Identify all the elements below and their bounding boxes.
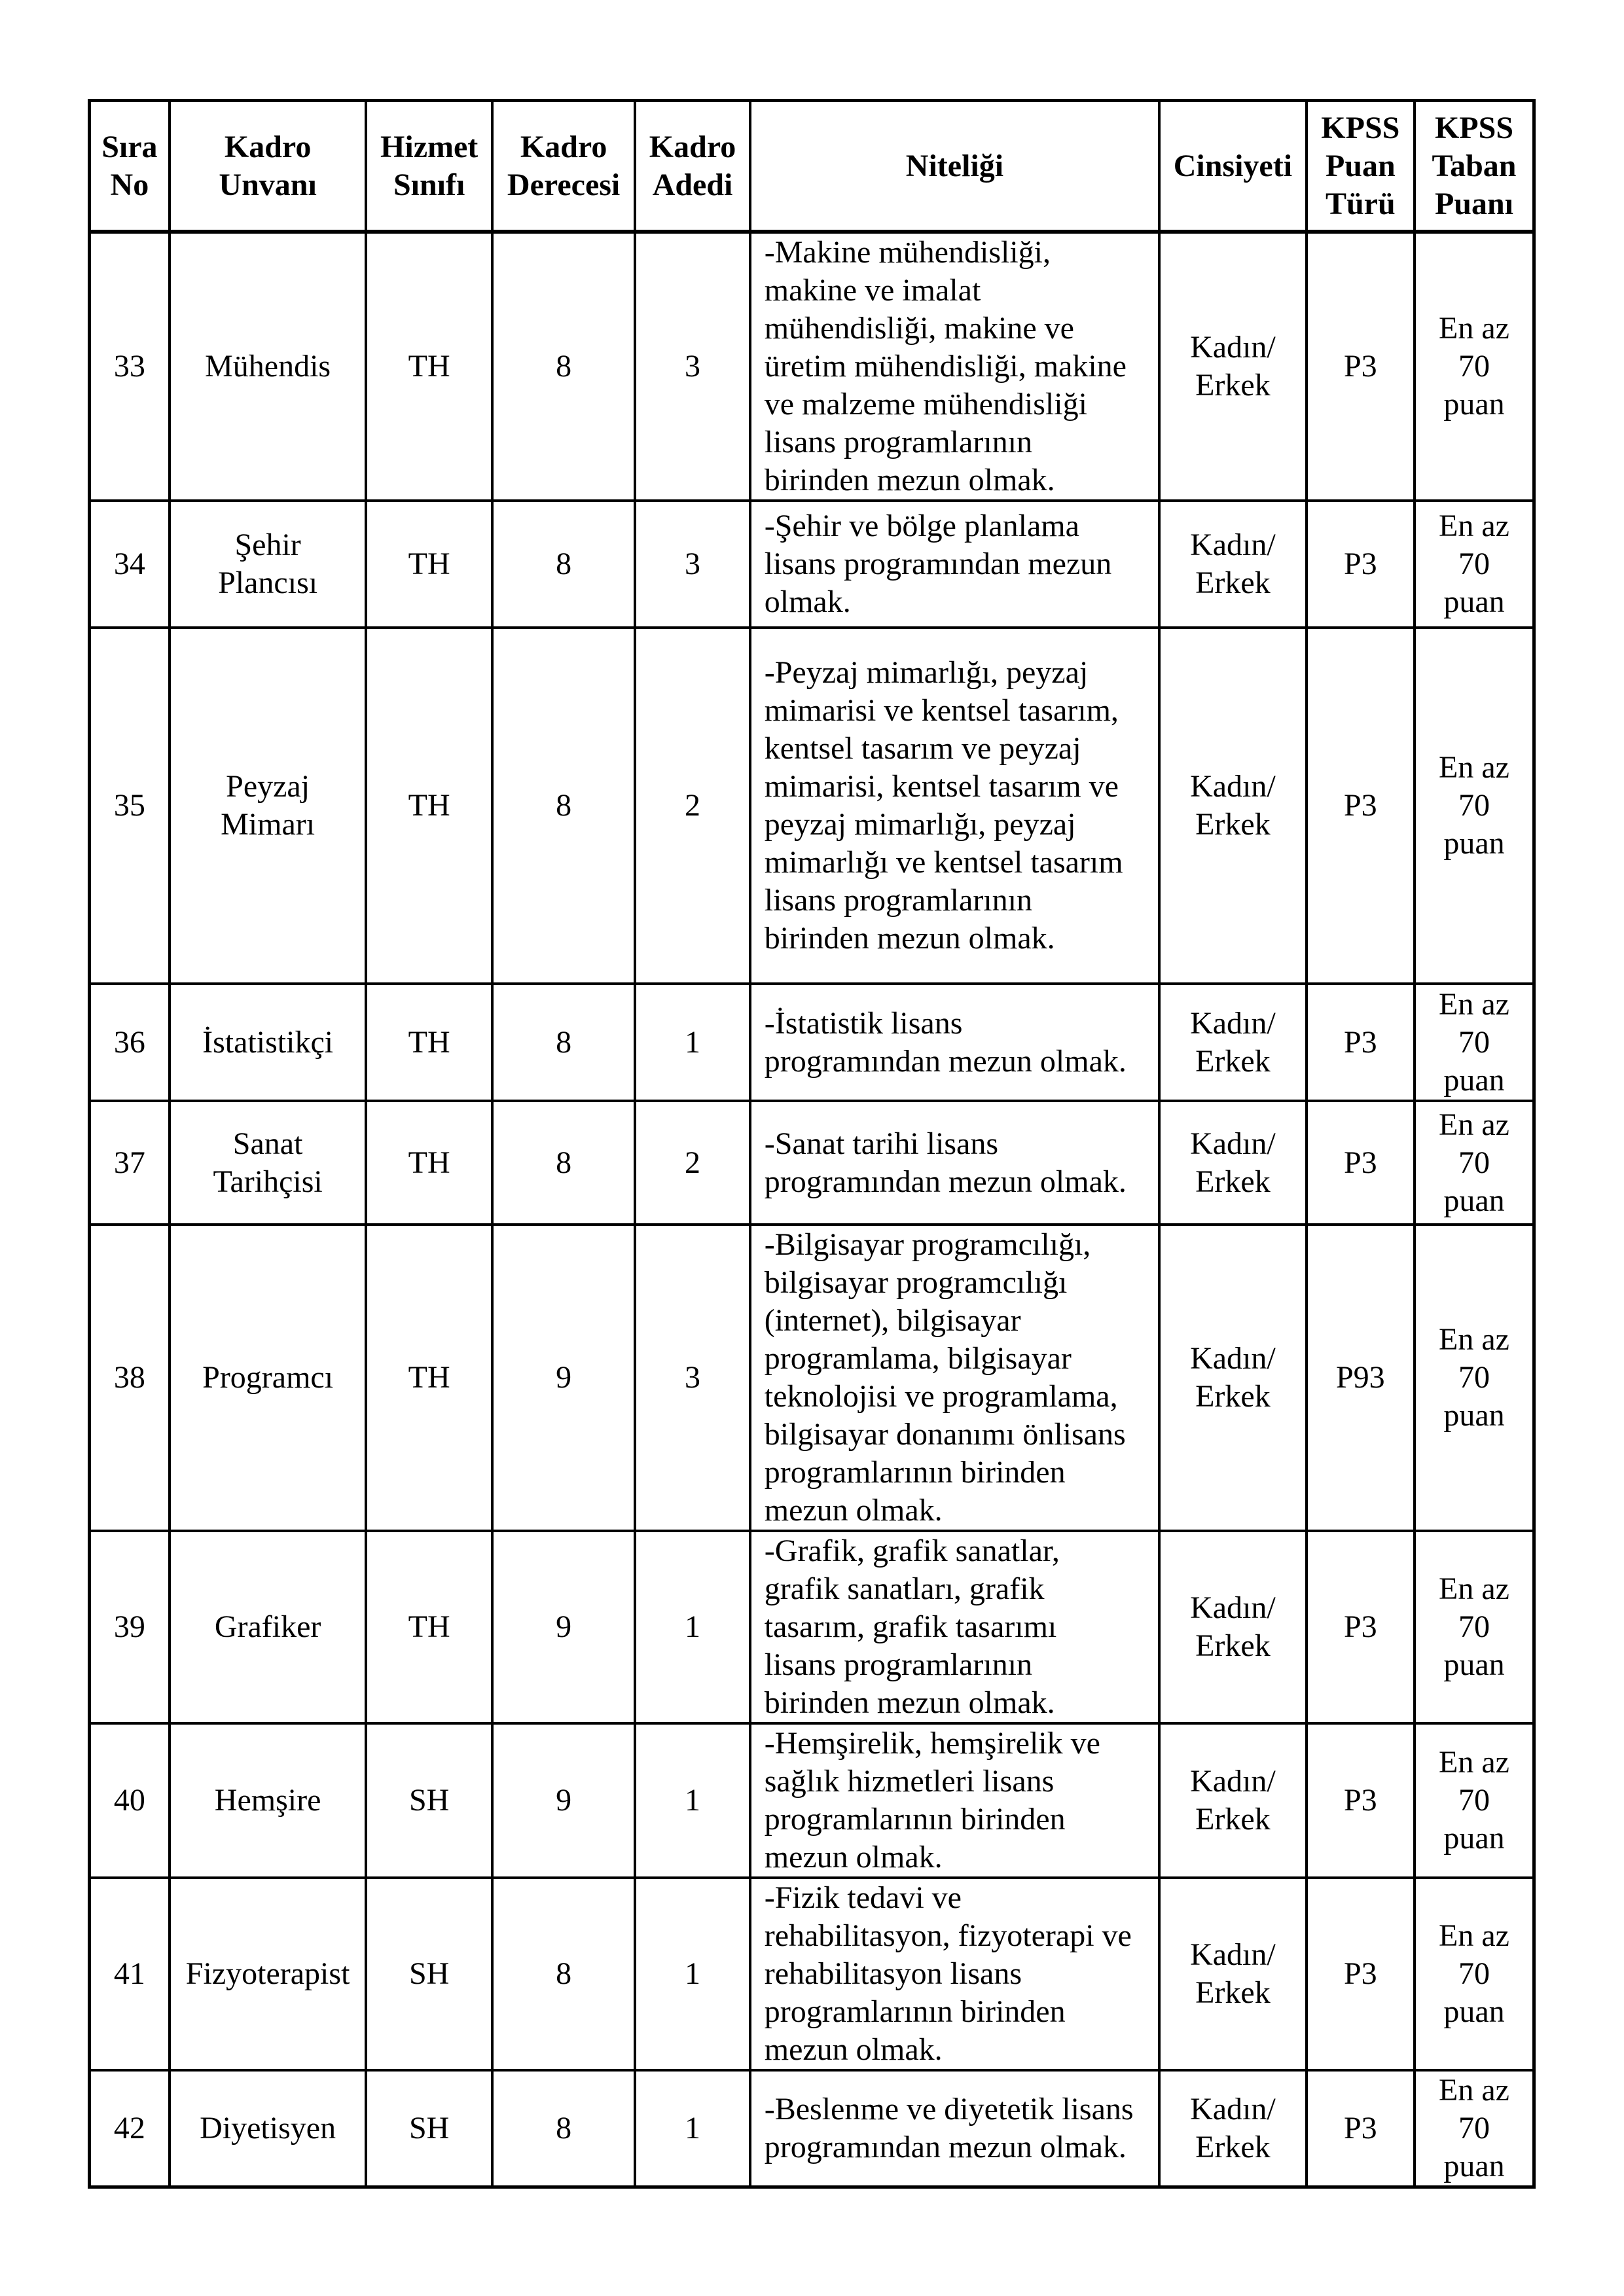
cell-text-line: Tarihçisi [213, 1164, 323, 1199]
cell-text-line: programından mezun olmak. [764, 1043, 1127, 1079]
cell-text-line: programlarının birinden [764, 1802, 1066, 1837]
cell-text-line: 70 [1458, 1145, 1490, 1180]
cell-text-line: puan [1443, 826, 1505, 861]
table-header [90, 101, 1534, 232]
cell-text-line: birinden mezun olmak. [764, 921, 1055, 956]
table-row [90, 1225, 1534, 1531]
cell-text-line: Grafiker [214, 1609, 321, 1644]
cell-kpss-taban-puani [1415, 628, 1534, 984]
cell-text-line: Erkek [1195, 565, 1271, 600]
cell-kpss-taban-puani [1415, 232, 1534, 501]
cell-text-line: puan [1443, 387, 1505, 422]
cell-kadro-adedi: 2 [635, 1101, 749, 1225]
cell-kadro-adedi: 3 [635, 232, 749, 501]
cell-text-line: -Sanat tarihi lisans [764, 1126, 998, 1161]
cell-text-line: -Bilgisayar programcılığı, [764, 1227, 1091, 1262]
cell-niteligi [750, 1531, 1159, 1723]
cell-cinsiyeti [1159, 1101, 1307, 1225]
column-header-hizmet-sinifi [366, 101, 492, 232]
cell-kpss-puan-turu: P3 [1307, 628, 1415, 984]
cell-cinsiyeti [1159, 2070, 1307, 2187]
cell-text-line: -Hemşirelik, hemşirelik ve [764, 1726, 1100, 1761]
table-row [90, 1531, 1534, 1723]
cell-niteligi [750, 501, 1159, 628]
cell-text-line: üretim mühendisliği, makine [764, 349, 1127, 384]
cell-niteligi [750, 984, 1159, 1101]
cell-hizmet-sinifi: TH [366, 501, 492, 628]
cell-hizmet-sinifi: SH [366, 2070, 492, 2187]
cell-text-line: Fizyoterapist [185, 1956, 350, 1991]
cell-kpss-taban-puani [1415, 1723, 1534, 1878]
cell-text-line: Şehir [234, 528, 301, 562]
table-body [90, 232, 1534, 2187]
cell-sira-no: 37 [90, 1101, 170, 1225]
cell-sira-no: 33 [90, 232, 170, 501]
cell-hizmet-sinifi: SH [366, 1723, 492, 1878]
cell-text-line: 70 [1458, 788, 1490, 823]
cell-text-line: En az [1439, 1571, 1509, 1606]
cell-text-line: bilgisayar donanımı önlisans [764, 1417, 1126, 1452]
cell-kpss-puan-turu: P3 [1307, 501, 1415, 628]
cell-kadro-adedi: 1 [635, 984, 749, 1101]
cell-hizmet-sinifi: TH [366, 984, 492, 1101]
cell-niteligi [750, 1723, 1159, 1878]
cell-text-line: programlarının birinden [764, 1455, 1066, 1490]
cell-text-line: İstatistikçi [202, 1024, 334, 1060]
cell-text-line: birinden mezun olmak. [764, 1685, 1055, 1720]
cell-text-line: puan [1443, 1398, 1505, 1433]
cell-text-line: bilgisayar programcılığı [764, 1265, 1068, 1300]
cell-text-line: puan [1443, 1821, 1505, 1856]
cell-text-line: Mimarı [221, 807, 316, 842]
cell-niteligi [750, 232, 1159, 501]
cell-text-line: puan [1443, 1647, 1505, 1682]
cell-text-line: puan [1443, 1062, 1505, 1098]
cell-text-line: lisans programından mezun [764, 547, 1112, 581]
cell-kpss-puan-turu: P3 [1307, 984, 1415, 1101]
cell-kadro-derecesi: 8 [492, 628, 635, 984]
cell-text-line: Kadın/ [1190, 1764, 1276, 1799]
column-header-line: Sıra [101, 129, 158, 164]
cell-text-line: -Beslenme ve diyetetik lisans [764, 2092, 1134, 2126]
cell-hizmet-sinifi: TH [366, 1225, 492, 1531]
column-header-line: KPSS [1321, 110, 1400, 145]
cell-kpss-puan-turu: P93 [1307, 1225, 1415, 1531]
cell-kadro-derecesi: 9 [492, 1531, 635, 1723]
cell-text-line: mezun olmak. [764, 1840, 943, 1874]
column-header-cinsiyeti [1159, 101, 1307, 232]
cell-niteligi [750, 1878, 1159, 2070]
cell-kpss-taban-puani [1415, 2070, 1534, 2187]
cell-text-line: kentsel tasarım ve peyzaj [764, 731, 1081, 766]
column-header-line: Niteliği [905, 148, 1004, 183]
cell-text-line: peyzaj mimarlığı, peyzaj [764, 807, 1076, 842]
column-header-kadro-adedi [635, 101, 749, 232]
column-header-line: KPSS [1434, 110, 1514, 145]
cell-text-line: Kadın/ [1190, 769, 1276, 804]
cell-text-line: Peyzaj [226, 769, 310, 804]
cell-text-line: En az [1439, 1322, 1509, 1357]
cell-text-line: Plancısı [218, 565, 318, 600]
cell-sira-no: 36 [90, 984, 170, 1101]
cell-text-line: Sanat [232, 1126, 303, 1161]
header-row [90, 101, 1534, 232]
cell-text-line: 70 [1458, 547, 1490, 581]
cell-text-line: En az [1439, 986, 1509, 1022]
cell-text-line: Mühendis [205, 349, 331, 384]
column-header-kadro-derecesi [492, 101, 635, 232]
cell-text-line: grafik sanatları, grafik [764, 1571, 1045, 1606]
cell-cinsiyeti [1159, 1723, 1307, 1878]
cell-hizmet-sinifi: TH [366, 232, 492, 501]
cell-kadro-derecesi: 9 [492, 1225, 635, 1531]
cell-kpss-puan-turu: P3 [1307, 232, 1415, 501]
cell-kpss-taban-puani [1415, 1878, 1534, 2070]
cell-hizmet-sinifi: SH [366, 1878, 492, 2070]
cell-niteligi [750, 1225, 1159, 1531]
cell-kadro-unvani [170, 501, 367, 628]
cell-kpss-taban-puani [1415, 1531, 1534, 1723]
position-table [88, 99, 1536, 2189]
cell-text-line: Kadın/ [1190, 1341, 1276, 1376]
cell-text-line: makine ve imalat [764, 273, 981, 308]
cell-text-line: -Şehir ve bölge planlama [764, 509, 1079, 543]
cell-text-line: 70 [1458, 349, 1490, 384]
table-row [90, 1101, 1534, 1225]
cell-kpss-taban-puani [1415, 1101, 1534, 1225]
cell-text-line: teknolojisi ve programlama, [764, 1379, 1118, 1414]
cell-text-line: lisans programlarının [764, 883, 1032, 918]
cell-cinsiyeti [1159, 1531, 1307, 1723]
cell-text-line: Kadın/ [1190, 1005, 1276, 1041]
cell-niteligi [750, 1101, 1159, 1225]
cell-text-line: En az [1439, 750, 1509, 785]
column-header-line: Türü [1325, 186, 1396, 221]
cell-text-line: programlama, bilgisayar [764, 1341, 1072, 1376]
cell-kpss-puan-turu: P3 [1307, 1531, 1415, 1723]
cell-kadro-unvani [170, 984, 367, 1101]
cell-sira-no: 34 [90, 501, 170, 628]
cell-kadro-derecesi: 8 [492, 232, 635, 501]
column-header-line: Kadro [224, 129, 312, 164]
column-header-line: Derecesi [507, 167, 621, 202]
cell-text-line: Erkek [1195, 368, 1271, 403]
cell-niteligi [750, 628, 1159, 984]
cell-text-line: Kadın/ [1190, 1126, 1276, 1161]
cell-niteligi [750, 2070, 1159, 2187]
cell-text-line: sağlık hizmetleri lisans [764, 1764, 1055, 1799]
cell-kpss-puan-turu: P3 [1307, 1101, 1415, 1225]
column-header-line: Taban [1432, 148, 1517, 183]
column-header-kpss-puan-turu [1307, 101, 1415, 232]
cell-kadro-unvani [170, 1531, 367, 1723]
cell-text-line: 70 [1458, 1360, 1490, 1395]
table-row [90, 232, 1534, 501]
cell-text-line: birinden mezun olmak. [764, 463, 1055, 497]
cell-kadro-unvani [170, 628, 367, 984]
cell-text-line: En az [1439, 1745, 1509, 1780]
cell-text-line: mimarisi, kentsel tasarım ve [764, 769, 1119, 804]
table-row [90, 1723, 1534, 1878]
cell-text-line: lisans programlarının [764, 425, 1032, 459]
cell-kadro-unvani [170, 1723, 367, 1878]
cell-text-line: Erkek [1195, 1379, 1271, 1414]
cell-text-line: Kadın/ [1190, 330, 1276, 365]
cell-text-line: mezun olmak. [764, 2032, 943, 2067]
cell-text-line: mühendisliği, makine ve [764, 311, 1074, 346]
cell-text-line: -Makine mühendisliği, [764, 235, 1051, 270]
cell-cinsiyeti [1159, 984, 1307, 1101]
cell-text-line: 70 [1458, 1956, 1490, 1991]
cell-text-line: ve malzeme mühendisliği [764, 387, 1087, 422]
cell-cinsiyeti [1159, 1878, 1307, 2070]
cell-kadro-adedi: 1 [635, 1723, 749, 1878]
cell-text-line: En az [1439, 2073, 1509, 2108]
column-header-line: Puan [1325, 148, 1396, 183]
cell-text-line: Hemşire [214, 1783, 321, 1818]
cell-kadro-derecesi: 8 [492, 1101, 635, 1225]
cell-text-line: mimarlığı ve kentsel tasarım [764, 845, 1123, 880]
cell-text-line: Erkek [1195, 1628, 1271, 1663]
cell-text-line: Kadın/ [1190, 2092, 1276, 2126]
cell-text-line: mezun olmak. [764, 1493, 943, 1528]
cell-hizmet-sinifi: TH [366, 1531, 492, 1723]
table-row [90, 1878, 1534, 2070]
table-row [90, 2070, 1534, 2187]
cell-kpss-puan-turu: P3 [1307, 1878, 1415, 2070]
cell-kadro-unvani [170, 1225, 367, 1531]
cell-kadro-adedi: 3 [635, 501, 749, 628]
cell-kadro-derecesi: 8 [492, 501, 635, 628]
cell-text-line: tasarım, grafik tasarımı [764, 1609, 1057, 1644]
column-header-line: Sınıfı [393, 167, 465, 202]
cell-text-line: -İstatistik lisans [764, 1005, 963, 1041]
table-row [90, 501, 1534, 628]
cell-sira-no: 38 [90, 1225, 170, 1531]
cell-kadro-derecesi: 9 [492, 1723, 635, 1878]
cell-text-line: 70 [1458, 1024, 1490, 1060]
column-header-line: No [110, 167, 149, 202]
cell-cinsiyeti [1159, 628, 1307, 984]
cell-text-line: 70 [1458, 2111, 1490, 2145]
column-header-line: Kadro [649, 129, 736, 164]
cell-text-line: -Peyzaj mimarlığı, peyzaj [764, 655, 1089, 690]
cell-text-line: En az [1439, 311, 1509, 346]
column-header-niteligi [750, 101, 1159, 232]
cell-text-line: lisans programlarının [764, 1647, 1032, 1682]
cell-text-line: puan [1443, 1183, 1505, 1218]
cell-kpss-taban-puani [1415, 1225, 1534, 1531]
cell-kadro-adedi: 1 [635, 1878, 749, 2070]
cell-hizmet-sinifi: TH [366, 1101, 492, 1225]
cell-text-line: 70 [1458, 1609, 1490, 1644]
cell-text-line: mimarisi ve kentsel tasarım, [764, 693, 1119, 728]
cell-text-line: programlarının birinden [764, 1994, 1066, 2029]
cell-text-line: Erkek [1195, 2130, 1271, 2164]
cell-text-line: puan [1443, 1994, 1505, 2029]
cell-text-line: En az [1439, 1918, 1509, 1953]
cell-kadro-derecesi: 8 [492, 1878, 635, 2070]
cell-text-line: -Fizik tedavi ve [764, 1880, 962, 1915]
table-row [90, 628, 1534, 984]
cell-text-line: programından mezun olmak. [764, 1164, 1127, 1199]
cell-text-line: rehabilitasyon, fizyoterapi ve [764, 1918, 1132, 1953]
cell-hizmet-sinifi: TH [366, 628, 492, 984]
table-row [90, 984, 1534, 1101]
cell-kadro-unvani [170, 1101, 367, 1225]
cell-sira-no: 41 [90, 1878, 170, 2070]
cell-text-line: Erkek [1195, 1802, 1271, 1837]
cell-sira-no: 39 [90, 1531, 170, 1723]
column-header-kadro-unvani [170, 101, 367, 232]
column-header-line: Puanı [1434, 186, 1514, 221]
cell-kadro-derecesi: 8 [492, 2070, 635, 2187]
cell-text-line: Kadın/ [1190, 1590, 1276, 1625]
cell-text-line: Kadın/ [1190, 1937, 1276, 1972]
cell-sira-no: 42 [90, 2070, 170, 2187]
cell-text-line: puan [1443, 584, 1505, 619]
cell-kadro-adedi: 2 [635, 628, 749, 984]
cell-text-line: rehabilitasyon lisans [764, 1956, 1022, 1991]
column-header-line: Kadro [520, 129, 607, 164]
cell-text-line: Diyetisyen [200, 2111, 336, 2145]
cell-kpss-puan-turu: P3 [1307, 1723, 1415, 1878]
cell-text-line: olmak. [764, 584, 851, 619]
cell-cinsiyeti [1159, 232, 1307, 501]
cell-text-line: (internet), bilgisayar [764, 1303, 1021, 1338]
cell-kadro-unvani [170, 232, 367, 501]
cell-sira-no: 35 [90, 628, 170, 984]
column-header-line: Hizmet [380, 129, 478, 164]
cell-text-line: puan [1443, 2149, 1505, 2183]
cell-sira-no: 40 [90, 1723, 170, 1878]
cell-text-line: Kadın/ [1190, 528, 1276, 562]
cell-text-line: 70 [1458, 1783, 1490, 1818]
cell-kpss-taban-puani [1415, 984, 1534, 1101]
cell-kpss-taban-puani [1415, 501, 1534, 628]
cell-text-line: -Grafik, grafik sanatlar, [764, 1534, 1060, 1568]
cell-text-line: Programcı [202, 1360, 334, 1395]
cell-kadro-adedi: 3 [635, 1225, 749, 1531]
cell-kadro-adedi: 1 [635, 1531, 749, 1723]
cell-text-line: En az [1439, 1107, 1509, 1142]
cell-text-line: Erkek [1195, 1975, 1271, 2010]
cell-text-line: programından mezun olmak. [764, 2130, 1127, 2164]
cell-text-line: Erkek [1195, 1164, 1271, 1199]
cell-text-line: En az [1439, 509, 1509, 543]
column-header-sira-no [90, 101, 170, 232]
column-header-line: Unvanı [219, 167, 317, 202]
column-header-line: Adedi [652, 167, 733, 202]
cell-kadro-unvani [170, 2070, 367, 2187]
cell-kadro-derecesi: 8 [492, 984, 635, 1101]
cell-cinsiyeti [1159, 1225, 1307, 1531]
cell-text-line: Erkek [1195, 807, 1271, 842]
column-header-line: Cinsiyeti [1173, 148, 1293, 183]
cell-kpss-puan-turu: P3 [1307, 2070, 1415, 2187]
cell-text-line: Erkek [1195, 1043, 1271, 1079]
cell-cinsiyeti [1159, 501, 1307, 628]
cell-kadro-adedi: 1 [635, 2070, 749, 2187]
column-header-kpss-taban-puani [1415, 101, 1534, 232]
cell-kadro-unvani [170, 1878, 367, 2070]
